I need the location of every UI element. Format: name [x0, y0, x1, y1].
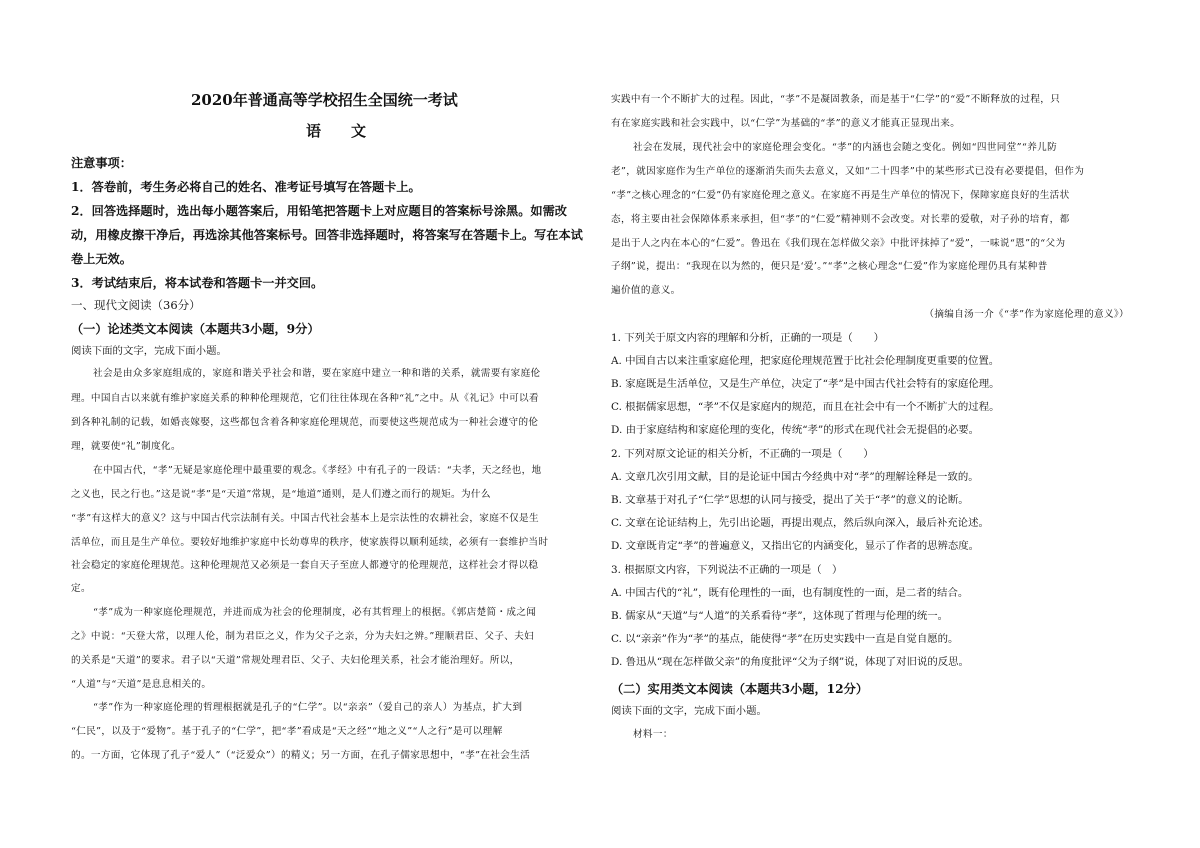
- notice-heading: 注意事项：: [71, 156, 132, 170]
- question-option: C. 文章在论证结构上，先引出论题，再提出观点，然后纵向深入，最后补充论述。: [611, 517, 989, 529]
- passage-line: 社会在发展，现代社会中的家庭伦理会变化。“孝”的内涵也会随之变化。例如“四世同堂”“养儿防: [633, 142, 1058, 153]
- question-option: B. 儒家从“天道”与“人道”的关系看待“孝”，这体现了哲理与伦理的统一。: [611, 610, 949, 622]
- passage-line: “人道”与“天道”是息息相关的。: [71, 679, 212, 690]
- part-heading: （一）论述类文本阅读（本题共3小题，9分）: [71, 322, 320, 336]
- question-option: A. 中国古代的“礼”，既有伦理性的一面，也有制度性的一面，是二者的结合。: [611, 587, 969, 599]
- exam-title: 2020年普通高等学校招生全国统一考试: [191, 91, 458, 109]
- passage-line: 是出于人之内在本心的“仁爱”。鲁迅在《我们现在怎样做父亲》中批评抹掉了“爱”，一味说“恩”的“父为: [611, 238, 1066, 249]
- notice-line: 1．答卷前，考生务必将自己的姓名、准考证号填写在答题卡上。: [71, 180, 421, 194]
- question-stem: 1. 下列关于原文内容的理解和分析，正确的一项是（ ）: [611, 332, 884, 344]
- passage-line: 到各种礼制的记载，如婚丧嫁娶，这些都包含着各种家庭伦理规范，而要使这些规范成为一种社会遵守的伦: [71, 417, 539, 428]
- passage-line: 有在家庭实践和社会实践中，以“仁学”为基础的“孝”的意义才能真正显现出来。: [611, 118, 961, 129]
- passage-line: 之》中说：“天登大常，以理人伦，制为君臣之义，作为父子之亲，分为夫妇之辨。”理顺君臣、父子、夫妇: [71, 631, 535, 642]
- question-option: D. 文章既肯定“孝”的普遍意义，又指出它的内涵变化，显示了作者的思辨态度。: [611, 540, 980, 552]
- passage-line: 活单位，而且是生产单位。要较好地维护家庭中长幼尊卑的秩序，使家族得以顺利延续，必须有一套维护当时: [71, 537, 549, 548]
- passage-line: 社会是由众多家庭组成的，家庭和谐关乎社会和谐，要在家庭中建立一种和谐的关系，就需要有家庭伦: [93, 368, 541, 379]
- question-option: A. 中国自古以来注重家庭伦理，把家庭伦理规范置于比社会伦理制度更重要的位置。: [611, 355, 1000, 367]
- notice-line: 动，用橡皮擦干净后，再选涂其他答案标号。回答非选择题时，将答案写在答题卡上。写在本试: [71, 228, 583, 242]
- passage-line: 的关系是“天道”的要求。君子以“天道”常规处理君臣、父子、夫妇伦理关系，社会才能治理好。所以，: [71, 655, 520, 666]
- section-heading: 一、现代文阅读（36分）: [71, 298, 201, 312]
- question-option: D. 鲁迅从“现在怎样做父亲”的角度批评“父为子纲”说，体现了对旧说的反思。: [611, 656, 969, 668]
- passage-line: 在中国古代，“孝”无疑是家庭伦理中最重要的观念。《孝经》中有孔子的一段话：“夫孝，天之经也，地: [93, 465, 542, 476]
- material-label: 材料一：: [633, 729, 673, 740]
- question-stem: 3. 根据原文内容，下列说法不正确的一项是（ ）: [611, 564, 843, 576]
- question-stem: 2. 下列对原文论证的相关分析，不正确的一项是（ ）: [611, 448, 874, 460]
- question-option: B. 文章基于对孔子“仁学”思想的认同与接受，提出了关于“孝”的意义的论断。: [611, 494, 969, 506]
- passage-line: “孝”成为一种家庭伦理规范，并进而成为社会的伦理制度，必有其哲理上的根据。《郭店楚简・成之闻: [93, 607, 537, 618]
- notice-line: 3．考试结束后，将本试卷和答题卡一并交回。: [71, 276, 324, 290]
- citation: （摘编自汤一介《“孝”作为家庭伦理的意义》）: [924, 309, 1129, 320]
- passage-line: 老”，就因家庭作为生产单位的逐渐消失而失去意义，又如“二十四孝”中的某些形式已没有必要提倡，但作为: [611, 166, 1085, 177]
- passage-line: 理，就要使“礼”制度化。: [71, 441, 181, 452]
- question-option: A. 文章几次引用文献，目的是论证中国古今经典中对“孝”的理解诠释是一致的。: [611, 471, 979, 483]
- passage-line: 社会稳定的家庭伦理规范。这种伦理规范又必须是一套自天子至庶人都遵守的伦理规范，这样社会才得以稳: [71, 560, 539, 571]
- read-instruction: 阅读下面的文字，完成下面小题。: [71, 345, 227, 357]
- passage-line: 的。一方面，它体现了孔子“爱人”（“泛爱众”）的精义；另一方面，在孔子儒家思想中，“孝”在社会生活: [71, 750, 531, 761]
- passage-line: 态，将主要由社会保障体系来承担，但“孝”的“仁爱”精神则不会改变。对长辈的爱敬，对子孙的培育，都: [611, 214, 1070, 225]
- question-option: C. 以“亲亲”作为“孝”的基点，能使得“孝”在历史实践中一直是自觉自愿的。: [611, 633, 959, 645]
- passage-line: 理。中国自古以来就有维护家庭关系的种种伦理规范，它们往往体现在各种“礼”之中。从《礼记》中可以看: [71, 393, 539, 404]
- passage-line: “孝”有这样大的意义？这与中国古代宗法制有关。中国古代社会基本上是宗法性的农耕社会，家庭不仅是生: [71, 513, 539, 524]
- notice-line: 卷上无效。: [71, 252, 132, 266]
- passage-line: “孝”之核心理念的“仁爱”仍有家庭伦理之意义。在家庭不再是生产单位的情况下，保障家庭良好的生活状: [611, 190, 1070, 201]
- passage-line: 遍价值的意义。: [611, 285, 681, 296]
- passage-line: 子纲”说，提出：“我现在以为然的，便只是‘爱’。”“孝”之核心理念“仁爱”作为家庭伦理仍具有某种普: [611, 261, 1048, 272]
- subject-title: 语 文: [306, 122, 367, 140]
- question-option: B. 家庭既是生活单位，又是生产单位，决定了“孝”是中国古代社会特有的家庭伦理。: [611, 378, 1000, 390]
- passage-line: “孝”作为一种家庭伦理的哲理根据就是孔子的“仁学”。以“亲亲”（爱自己的亲人）为基点，扩大到: [93, 702, 523, 713]
- passage-line: 实践中有一个不断扩大的过程。因此，“孝”不是凝固教条，而是基于“仁学”的“爱”不断释放的过程，只: [611, 94, 1061, 105]
- notice-line: 2．回答选择题时，选出每小题答案后，用铅笔把答题卡上对应题目的答案标号涂黑。如需改: [71, 204, 567, 218]
- passage-line: 之义也，民之行也。”这是说“孝”是“天道”常规，是“地道”通则，是人们遵之而行的规矩。为什么: [71, 489, 491, 500]
- part-heading: （二）实用类文本阅读（本题共3小题，12分）: [611, 682, 869, 696]
- question-option: C. 根据儒家思想，“孝”不仅是家庭内的规范，而且在社会中有一个不断扩大的过程。: [611, 401, 1000, 413]
- read-instruction: 阅读下面的文字，完成下面小题。: [611, 705, 767, 717]
- question-option: D. 由于家庭结构和家庭伦理的变化，传统“孝”的形式在现代社会无提倡的必要。: [611, 424, 980, 436]
- passage-line: “仁民”，以及于“爱物”。基于孔子的“仁学”，把“孝”看成是“天之经”“地之义”“人之行”是可以理解: [71, 726, 503, 737]
- passage-line: 定。: [71, 583, 91, 594]
